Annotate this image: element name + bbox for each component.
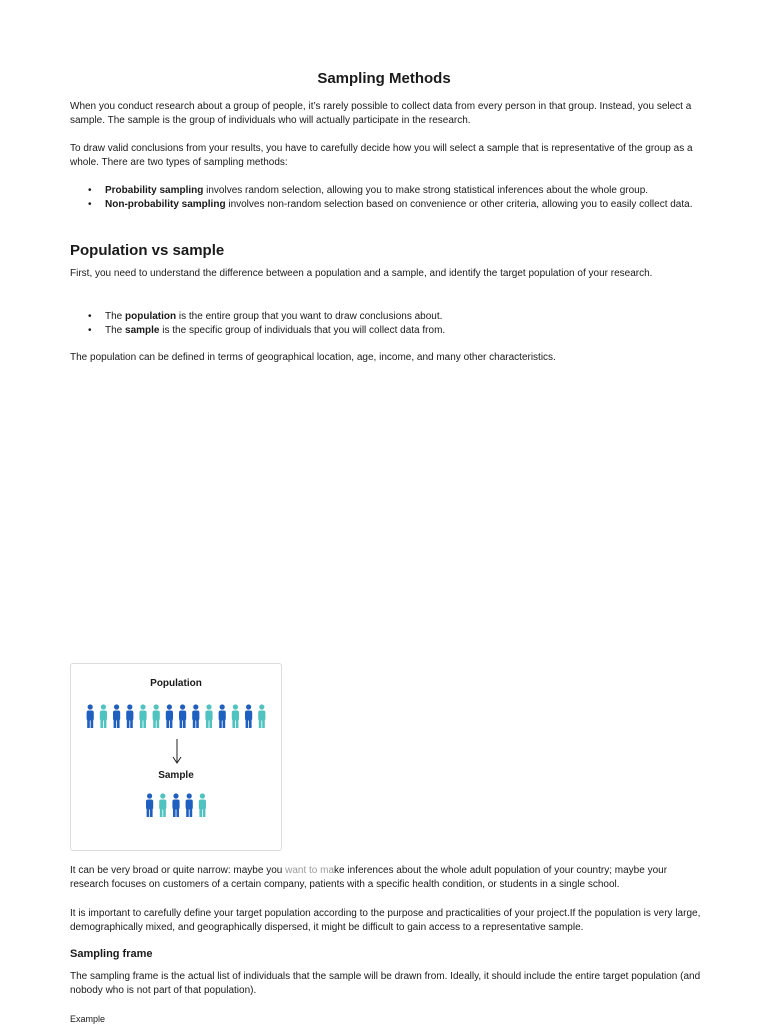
list-item-prefix: The <box>105 325 126 336</box>
list-item-text: is the entire group that you want to draw conclusions about. <box>176 311 443 322</box>
intro-paragraph-2: To draw valid conclusions from your results, you have to carefully decide how you will select a sample that is representative of the group as a whole. There are two types of sampling methods: <box>70 143 693 168</box>
list-item-text: involves random selection, allowing you to make strong statistical inferences about the whole group. <box>203 185 649 196</box>
population-sample-list <box>70 310 725 338</box>
person-icon <box>205 704 212 728</box>
person-icon <box>245 704 252 728</box>
list-item <box>105 310 725 324</box>
figure-population-label: Population <box>150 678 202 689</box>
sample-people-row <box>71 793 281 819</box>
person-icon <box>179 704 186 728</box>
person-icon <box>87 704 94 728</box>
person-icon <box>258 704 265 728</box>
person-icon <box>159 793 166 817</box>
person-icon <box>100 704 107 728</box>
scope-text-end: ke inferences about the whole adult population of your country; maybe your research focuses on customers of a certain company, patients with a specific health condition, or students in a single school. <box>70 865 668 890</box>
scope-text-start: It can be very broad or quite narrow: maybe you <box>70 865 286 876</box>
list-item-prefix: The <box>105 311 126 322</box>
section-heading-population-vs-sample: Population vs sample <box>70 242 225 259</box>
down-arrow-icon <box>171 738 183 766</box>
list-item <box>105 198 725 212</box>
person-icon <box>113 704 120 728</box>
example-label: Example <box>70 1014 106 1024</box>
person-icon <box>199 793 206 817</box>
population-sample-figure <box>70 663 282 851</box>
term-population: population <box>125 311 177 322</box>
term-non-probability-sampling: Non-probability sampling <box>105 199 226 210</box>
define-population-paragraph: It is important to carefully define your target population according to the purpose and practicalities of your project.If the population is very large, demographically mixed, and geographically dispersed, it might be difficult to gain access to a representative sample. <box>70 908 701 933</box>
figure-sample-label: Sample <box>158 770 194 781</box>
person-icon <box>166 704 173 728</box>
term-probability-sampling: Probability sampling <box>105 185 204 196</box>
intro-paragraph-1: When you conduct research about a group of people, it’s rarely possible to collect data from every person in that group. Instead, you select a sample. The sample is the group of individuals who will actually participate in the research. <box>70 101 692 126</box>
document-title: Sampling Methods <box>317 70 451 87</box>
scope-text-faded: want to ma <box>285 865 335 876</box>
list-item-text: is the specific group of individuals that you will collect data from. <box>159 325 446 336</box>
population-paragraph-1: First, you need to understand the difference between a population and a sample, and identify the target population of your research. <box>70 268 653 279</box>
person-icon <box>186 793 193 817</box>
person-icon <box>126 704 133 728</box>
term-sample: sample <box>125 325 160 336</box>
list-item <box>105 184 725 198</box>
list-item-text: involves non-random selection based on convenience or other criteria, allowing you to easily collect data. <box>225 199 693 210</box>
sampling-frame-paragraph: The sampling frame is the actual list of individuals that the sample will be drawn from. Ideally, it should include the entire target population (and nobody who is not part of that population). <box>70 971 701 996</box>
population-people-row <box>71 704 281 730</box>
person-icon <box>146 793 153 817</box>
person-icon <box>153 704 160 728</box>
population-paragraph-2: The population can be defined in terms of geographical location, age, income, and many other characteristics. <box>70 352 556 363</box>
person-icon <box>219 704 226 728</box>
person-icon <box>172 793 179 817</box>
sampling-types-list <box>70 184 725 212</box>
scope-paragraph <box>70 864 702 892</box>
person-icon <box>192 704 199 728</box>
section-heading-sampling-frame: Sampling frame <box>70 948 153 960</box>
list-item <box>105 324 725 338</box>
person-icon <box>232 704 239 728</box>
person-icon <box>139 704 146 728</box>
